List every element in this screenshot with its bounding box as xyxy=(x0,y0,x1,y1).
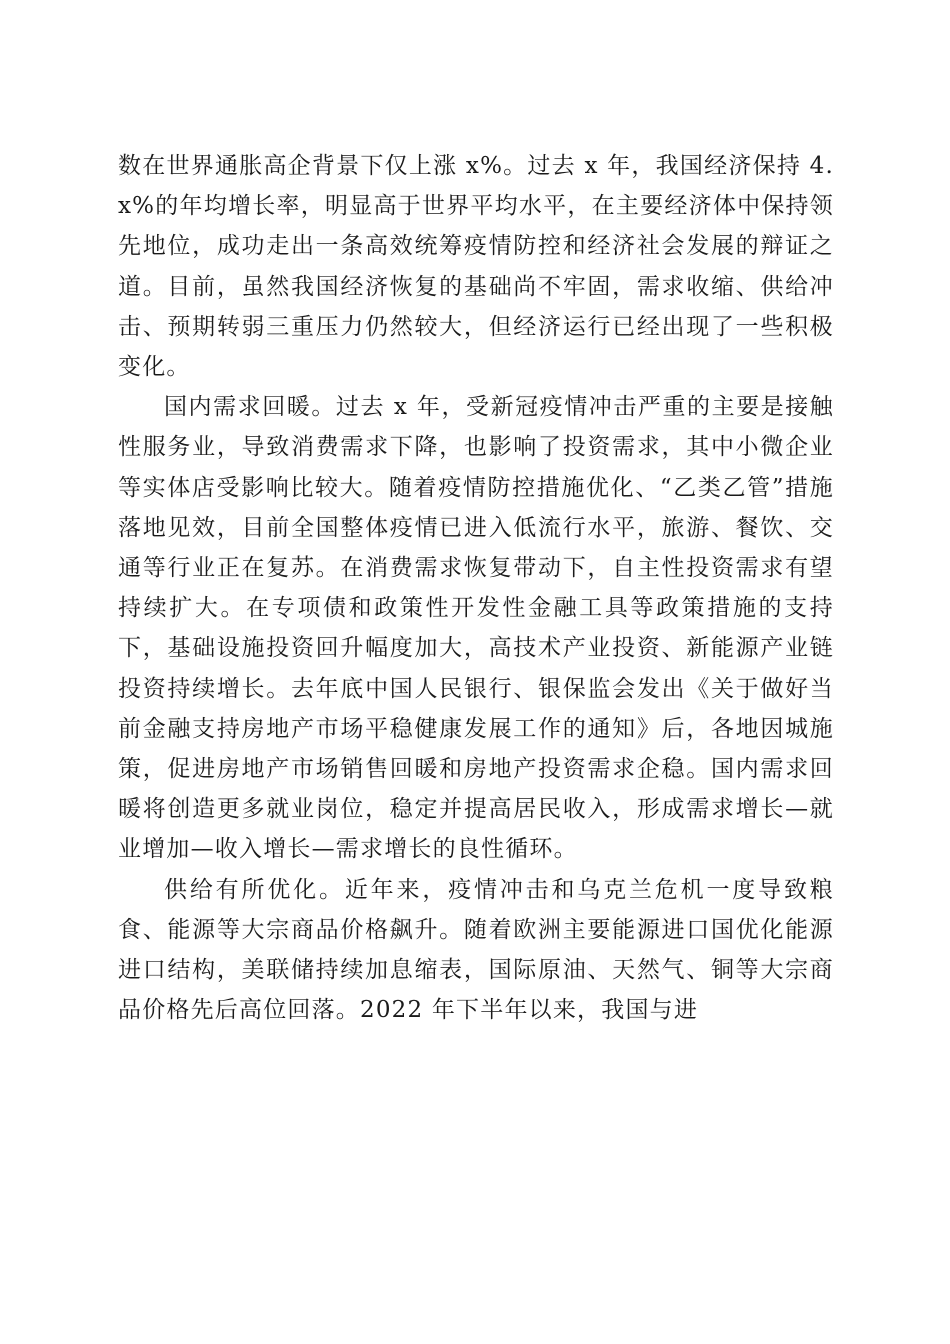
document-page xyxy=(118,146,834,1030)
paragraph-supply-optimization: 供给有所优化。近年来，疫情冲击和乌克兰危机一度导致粮食、能源等大宗商品价格飙升。随着欧洲主要能源进口国优化能源进口结构，美联储持续加息缩表，国际原油、天然气、铜等大宗商品价格先后高位回落。2022 年下半年以来，我国与进 xyxy=(118,876,834,1024)
paragraph-domestic-demand: 国内需求回暖。过去 x 年，受新冠疫情冲击严重的主要是接触性服务业，导致消费需求下降，也影响了投资需求，其中小微企业等实体店受影响比较大。随着疫情防控措施优化、“乙类乙管”措施落地见效，目前全国整体疫情已进入低流行水平，旅游、餐饮、交通等行业正在复苏。在消费需求恢复带动下，自主性投资需求有望持续扩大。在专项债和政策性开发性金融工具等政策措施的支持下，基础设施投资回升幅度加大，高技术产业投资、新能源产业链投资持续增长。去年底中国人民银行、银保监会发出《关于做好当前金融支持房地产市场平稳健康发展工作的通知》后，各地因城施策，促进房地产市场销售回暖和房地产投资需求企稳。国内需求回暖将创造更多就业岗位，稳定并提高居民收入，形成需求增长—就业增加—收入增长—需求增长的良性循环。 xyxy=(118,394,834,863)
paragraph-economic-overview: 数在世界通胀高企背景下仅上涨 x%。过去 x 年，我国经济保持 4. x%的年均增长率，明显高于世界平均水平，在主要经济体中保持领先地位，成功走出一条高效统筹疫情防控和经济社会发展的辩证之道。目前，虽然我国经济恢复的基础尚不牢固，需求收缩、供给冲击、预期转弱三重压力仍然较大，但经济运行已经出现了一些积极变化。 xyxy=(118,153,834,381)
